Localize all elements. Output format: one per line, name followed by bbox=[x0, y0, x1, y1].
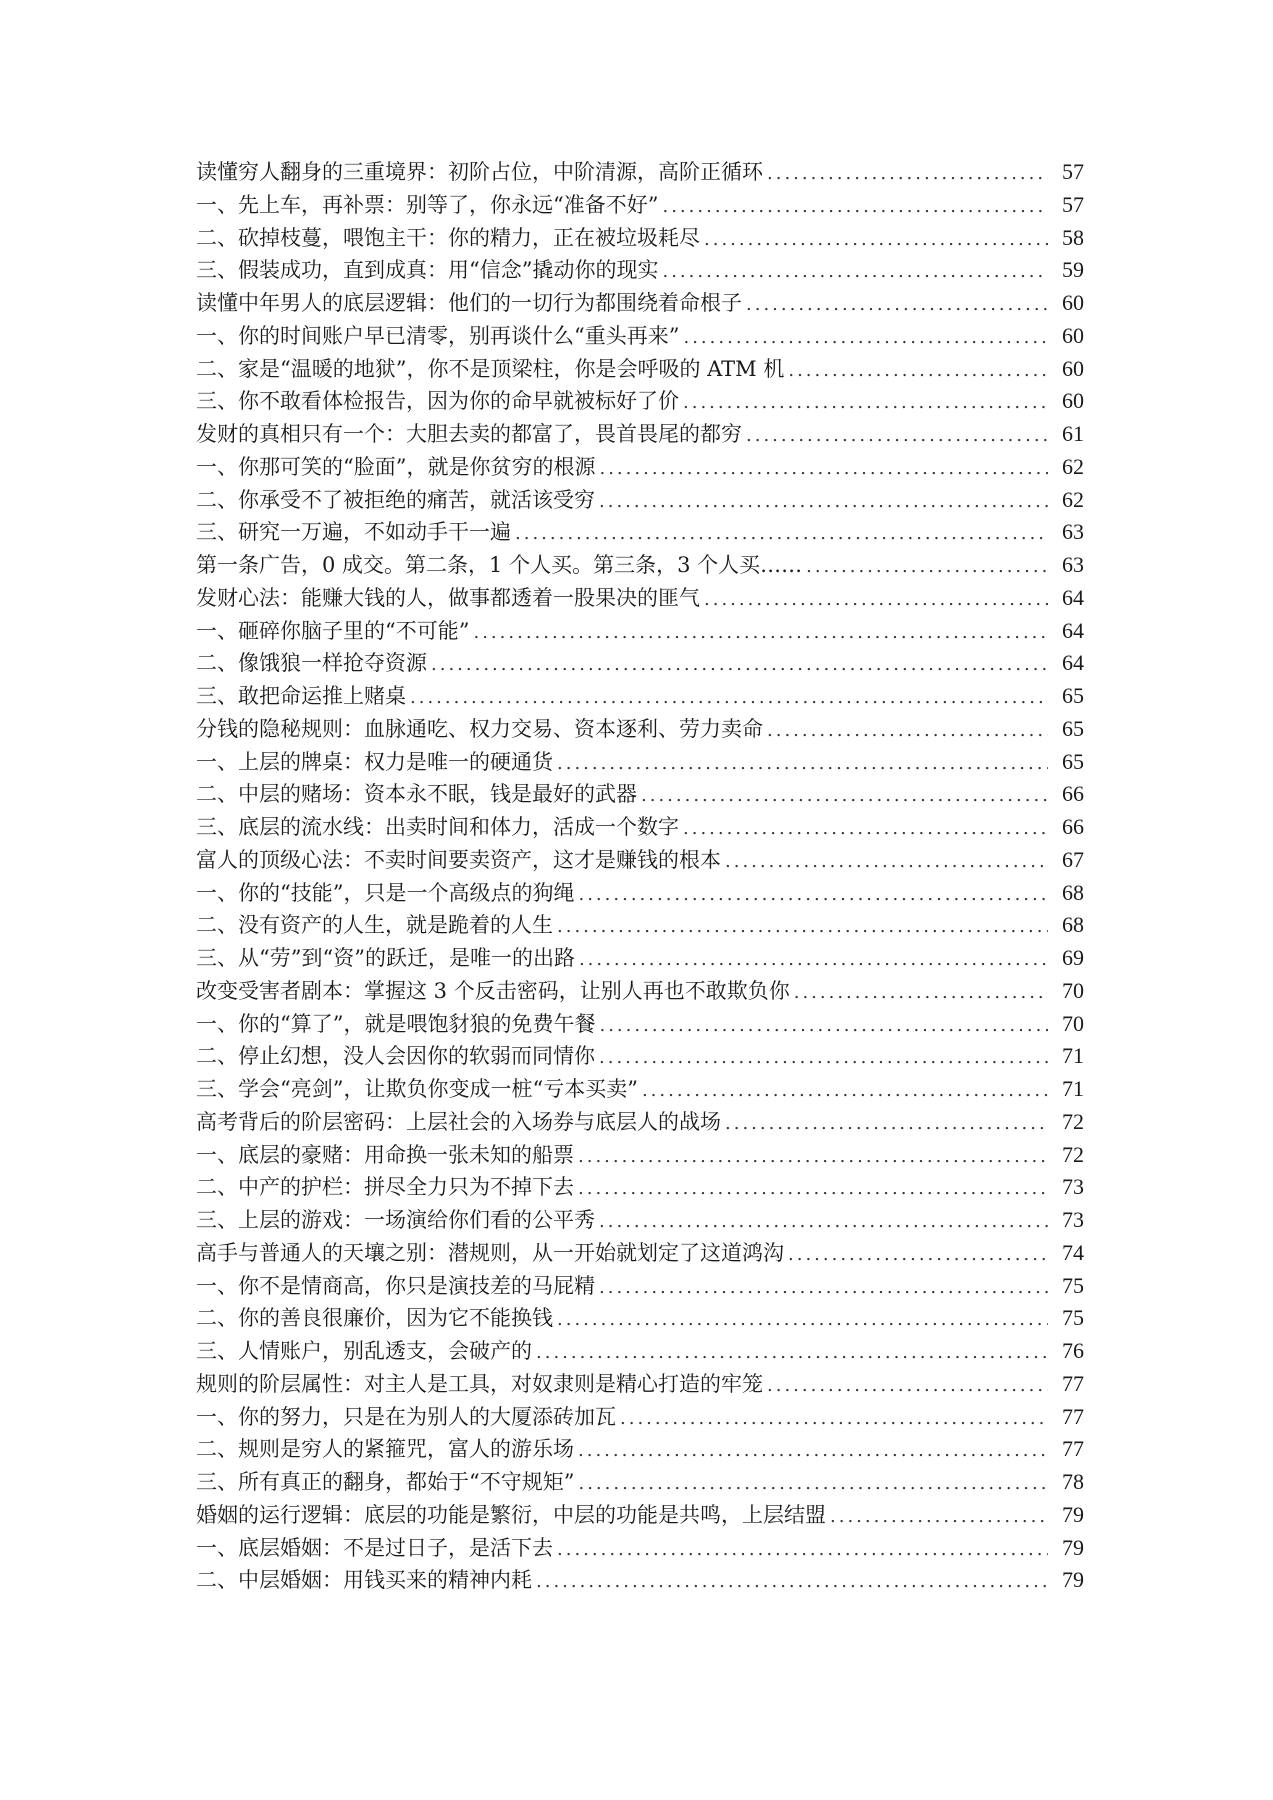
toc-entry-title: 二、规则是穷人的紧箍咒，富人的游乐场 bbox=[196, 1437, 574, 1462]
toc-entry-title: 一、你那可笑的“脸面”，就是你贫穷的根源 bbox=[196, 454, 596, 479]
toc-entry-page-number: 64 bbox=[1062, 650, 1084, 676]
toc-dot-leader bbox=[662, 256, 1048, 289]
toc-entry[interactable] bbox=[196, 746, 1084, 779]
toc-entry-page-number: 66 bbox=[1062, 781, 1084, 807]
toc-entry[interactable] bbox=[196, 1204, 1084, 1237]
toc-entry[interactable] bbox=[196, 942, 1084, 975]
toc-entry-title: 一、你的“算了”，就是喂饱豺狼的免费午餐 bbox=[196, 1011, 596, 1036]
toc-entry-page-number: 63 bbox=[1062, 519, 1084, 545]
toc-entry-page-number: 69 bbox=[1062, 945, 1084, 970]
toc-entry-title: 一、你的努力，只是在为别人的大厦添砖加瓦 bbox=[196, 1404, 616, 1429]
toc-entry-page-number: 67 bbox=[1062, 846, 1084, 872]
toc-entry-title: 一、砸碎你脑子里的“不可能” bbox=[196, 618, 470, 643]
toc-dot-leader bbox=[788, 1239, 1048, 1272]
toc-entry-title: 三、底层的流水线：出卖时间和体力，活成一个数字 bbox=[196, 815, 679, 839]
toc-entry-page-number: 70 bbox=[1062, 977, 1084, 1003]
toc-entry[interactable] bbox=[196, 222, 1084, 255]
toc-dot-leader bbox=[578, 1435, 1048, 1468]
toc-dot-leader bbox=[536, 1337, 1048, 1370]
toc-entry-page-number: 73 bbox=[1062, 1207, 1084, 1232]
toc-entry-title: 三、敢把命运推上赌桌 bbox=[196, 684, 406, 708]
toc-entry-title: 一、你不是情商高，你只是演技差的马屁精 bbox=[196, 1273, 595, 1298]
toc-entry-page-number: 77 bbox=[1062, 1436, 1084, 1462]
toc-entry[interactable] bbox=[196, 156, 1084, 189]
toc-entry-title: 一、你的“技能”，只是一个高级点的狗绳 bbox=[196, 880, 575, 905]
toc-entry-page-number: 79 bbox=[1062, 1534, 1084, 1560]
toc-entry-title: 三、学会“亮剑”，让欺负你变成一桩“亏本买卖” bbox=[196, 1077, 638, 1101]
toc-entry[interactable] bbox=[196, 713, 1084, 746]
toc-entry-title: 发财心法：能赚大钱的人，做事都透着一股果决的匪气 bbox=[196, 585, 700, 610]
toc-entry-title: 二、你承受不了被拒绝的痛苦，就活该受穷 bbox=[196, 487, 595, 512]
toc-entry-title: 读懂中年男人的底层逻辑：他们的一切行为都围绕着命根子 bbox=[196, 291, 742, 315]
toc-dot-leader bbox=[599, 1010, 1048, 1043]
toc-entry[interactable] bbox=[196, 1401, 1084, 1434]
toc-entry[interactable] bbox=[196, 254, 1084, 287]
toc-entry-title: 三、假装成功，直到成真：用“信念”撬动你的现实 bbox=[196, 258, 659, 283]
toc-dot-leader bbox=[746, 420, 1048, 453]
toc-entry-title: 二、中产的护栏：拼尽全力只为不掉下去 bbox=[196, 1175, 574, 1200]
toc-entry-page-number: 65 bbox=[1062, 715, 1084, 741]
toc-entry-page-number: 65 bbox=[1062, 748, 1084, 774]
toc-entry[interactable] bbox=[196, 1433, 1084, 1466]
toc-dot-leader bbox=[557, 1304, 1048, 1337]
toc-entry[interactable] bbox=[196, 385, 1084, 418]
toc-entry-page-number: 60 bbox=[1062, 355, 1084, 381]
toc-dot-leader bbox=[704, 584, 1048, 617]
toc-entry-title: 富人的顶级心法：不卖时间要卖资产，这才是赚钱的根本 bbox=[196, 847, 721, 872]
toc-entry[interactable] bbox=[196, 484, 1084, 517]
toc-entry[interactable] bbox=[196, 647, 1084, 680]
toc-dot-leader bbox=[683, 813, 1048, 846]
toc-entry-title: 高手与普通人的天壤之别：潜规则，从一开始就划定了这道鸿沟 bbox=[196, 1240, 784, 1265]
toc-entry-title: 二、中层的赌场：资本永不眠，钱是最好的武器 bbox=[196, 782, 637, 807]
toc-entry-page-number: 68 bbox=[1062, 912, 1084, 938]
toc-dot-leader bbox=[578, 1173, 1048, 1206]
toc-entry-title: 三、从“劳”到“资”的跃迁，是唯一的出路 bbox=[196, 946, 575, 970]
toc-entry-page-number: 66 bbox=[1062, 814, 1084, 839]
toc-entry-title: 高考背后的阶层密码：上层社会的入场券与底层人的战场 bbox=[196, 1109, 721, 1134]
toc-entry[interactable] bbox=[196, 1368, 1084, 1401]
toc-entry[interactable] bbox=[196, 1040, 1084, 1073]
toc-entry-title: 二、停止幻想，没人会因你的软弱而同情你 bbox=[196, 1044, 595, 1069]
toc-entry-page-number: 59 bbox=[1062, 257, 1084, 283]
table-of-contents bbox=[196, 156, 1084, 1597]
toc-entry[interactable] bbox=[196, 451, 1084, 484]
toc-dot-leader bbox=[642, 1075, 1048, 1108]
toc-entry-page-number: 65 bbox=[1062, 683, 1084, 708]
toc-entry[interactable] bbox=[196, 909, 1084, 942]
toc-entry[interactable] bbox=[196, 680, 1084, 713]
toc-entry[interactable] bbox=[196, 1564, 1084, 1597]
toc-dot-leader bbox=[794, 977, 1048, 1010]
toc-dot-leader bbox=[578, 1141, 1048, 1174]
toc-entry-title: 二、砍掉枝蔓，喂饱主干：你的精力，正在被垃圾耗尽 bbox=[196, 225, 700, 250]
toc-entry[interactable] bbox=[196, 189, 1084, 222]
toc-entry-title: 一、你的时间账户早已清零，别再谈什么“重头再来” bbox=[196, 323, 680, 348]
toc-entry-page-number: 77 bbox=[1062, 1370, 1084, 1396]
toc-dot-leader bbox=[410, 682, 1048, 715]
toc-entry[interactable] bbox=[196, 778, 1084, 811]
toc-entry-title: 二、你的善良很廉价，因为它不能换钱 bbox=[196, 1306, 553, 1331]
toc-entry-page-number: 76 bbox=[1062, 1338, 1084, 1363]
toc-entry-title: 一、底层婚姻：不是过日子，是活下去 bbox=[196, 1535, 553, 1560]
toc-dot-leader bbox=[578, 879, 1048, 912]
toc-dot-leader bbox=[746, 289, 1048, 322]
toc-entry-page-number: 58 bbox=[1062, 224, 1084, 250]
toc-entry-page-number: 77 bbox=[1062, 1403, 1084, 1429]
toc-entry-page-number: 60 bbox=[1062, 388, 1084, 414]
toc-entry-title: 婚姻的运行逻辑：底层的功能是繁衍，中层的功能是共鸣，上层结盟 bbox=[196, 1502, 826, 1527]
toc-entry-page-number: 74 bbox=[1062, 1239, 1084, 1265]
toc-entry-title: 二、家是“温暖的地狱”，你不是顶梁柱，你是会呼吸的 ATM 机 bbox=[196, 356, 785, 381]
toc-entry-title: 第一条广告，0 成交。第二条，1 个人买。第三条，3 个人买…… bbox=[196, 553, 803, 577]
toc-entry-page-number: 57 bbox=[1062, 191, 1084, 217]
toc-dot-leader bbox=[473, 617, 1048, 650]
toc-entry-title: 发财的真相只有一个：大胆去卖的都富了，畏首畏尾的都穷 bbox=[196, 422, 742, 446]
toc-entry[interactable] bbox=[196, 1171, 1084, 1204]
toc-entry[interactable] bbox=[196, 287, 1084, 320]
toc-entry-title: 一、先上车，再补票：别等了，你永远“准备不好” bbox=[196, 192, 659, 217]
toc-entry-page-number: 79 bbox=[1062, 1567, 1084, 1593]
toc-entry[interactable] bbox=[196, 1008, 1084, 1041]
toc-dot-leader bbox=[788, 355, 1048, 388]
toc-entry-title: 一、底层的豪赌：用命换一张未知的船票 bbox=[196, 1142, 574, 1167]
toc-dot-leader bbox=[830, 1501, 1048, 1534]
toc-entry[interactable] bbox=[196, 1139, 1084, 1172]
toc-entry[interactable] bbox=[196, 1499, 1084, 1532]
toc-dot-leader bbox=[662, 191, 1048, 224]
toc-entry-page-number: 68 bbox=[1062, 879, 1084, 905]
toc-entry-page-number: 70 bbox=[1062, 1010, 1084, 1036]
toc-entry-title: 分钱的隐秘规则：血脉通吃、权力交易、资本逐利、劳力卖命 bbox=[196, 716, 763, 741]
toc-entry-title: 一、上层的牌桌：权力是唯一的硬通货 bbox=[196, 749, 553, 774]
toc-entry-title: 改变受害者剧本：掌握这 3 个反击密码，让别人再也不敢欺负你 bbox=[196, 978, 790, 1003]
toc-entry-title: 三、所有真正的翻身，都始于“不守规矩” bbox=[196, 1470, 575, 1494]
toc-dot-leader bbox=[767, 158, 1048, 191]
toc-entry-page-number: 62 bbox=[1062, 486, 1084, 512]
toc-entry-title: 二、中层婚姻：用钱买来的精神内耗 bbox=[196, 1568, 532, 1593]
toc-dot-leader bbox=[579, 944, 1048, 977]
toc-entry[interactable] bbox=[196, 877, 1084, 910]
toc-entry-page-number: 60 bbox=[1062, 290, 1084, 315]
toc-entry[interactable] bbox=[196, 418, 1084, 451]
toc-entry[interactable] bbox=[196, 975, 1084, 1008]
toc-dot-leader bbox=[557, 1534, 1048, 1567]
toc-entry-title: 三、研究一万遍，不如动手干一遍 bbox=[196, 520, 511, 545]
toc-dot-leader bbox=[578, 1468, 1048, 1501]
toc-entry-page-number: 72 bbox=[1062, 1141, 1084, 1167]
toc-entry-page-number: 63 bbox=[1062, 552, 1084, 577]
toc-dot-leader bbox=[599, 1272, 1048, 1305]
toc-entry-page-number: 71 bbox=[1062, 1076, 1084, 1101]
toc-entry[interactable] bbox=[196, 811, 1084, 844]
toc-entry[interactable] bbox=[196, 582, 1084, 615]
toc-entry-title: 三、上层的游戏：一场演给你们看的公平秀 bbox=[196, 1208, 595, 1232]
toc-entry-page-number: 72 bbox=[1062, 1108, 1084, 1134]
toc-entry[interactable] bbox=[196, 1270, 1084, 1303]
toc-entry[interactable] bbox=[196, 1237, 1084, 1270]
toc-dot-leader bbox=[599, 1042, 1048, 1075]
toc-entry-page-number: 75 bbox=[1062, 1305, 1084, 1331]
toc-entry[interactable] bbox=[196, 1532, 1084, 1565]
toc-entry[interactable] bbox=[196, 1073, 1084, 1106]
toc-entry-page-number: 61 bbox=[1062, 421, 1084, 446]
toc-entry[interactable] bbox=[196, 320, 1084, 353]
toc-dot-leader bbox=[641, 780, 1048, 813]
toc-dot-leader bbox=[767, 715, 1048, 748]
toc-dot-leader bbox=[725, 846, 1048, 879]
toc-entry[interactable] bbox=[196, 549, 1084, 582]
toc-entry-page-number: 57 bbox=[1062, 159, 1084, 184]
toc-entry-page-number: 60 bbox=[1062, 322, 1084, 348]
toc-dot-leader bbox=[599, 1206, 1048, 1239]
toc-entry-title: 三、人情账户，别乱透支，会破产的 bbox=[196, 1339, 532, 1363]
toc-entry-page-number: 62 bbox=[1062, 453, 1084, 479]
toc-entry-page-number: 71 bbox=[1062, 1043, 1084, 1069]
toc-dot-leader bbox=[683, 387, 1048, 420]
toc-dot-leader bbox=[704, 224, 1048, 257]
toc-entry-title: 三、你不敢看体检报告，因为你的命早就被标好了价 bbox=[196, 389, 679, 414]
toc-entry-title: 读懂穷人翻身的三重境界：初阶占位，中阶清源，高阶正循环 bbox=[196, 160, 763, 184]
toc-dot-leader bbox=[806, 551, 1048, 584]
toc-dot-leader bbox=[725, 1108, 1048, 1141]
toc-dot-leader bbox=[599, 453, 1048, 486]
toc-entry-page-number: 78 bbox=[1062, 1469, 1084, 1494]
toc-entry[interactable] bbox=[196, 615, 1084, 648]
toc-entry[interactable] bbox=[196, 1106, 1084, 1139]
toc-entry[interactable] bbox=[196, 1302, 1084, 1335]
toc-entry-page-number: 64 bbox=[1062, 584, 1084, 610]
toc-entry-title: 二、没有资产的人生，就是跪着的人生 bbox=[196, 913, 553, 938]
toc-dot-leader bbox=[515, 518, 1048, 551]
toc-entry[interactable] bbox=[196, 1335, 1084, 1368]
toc-entry[interactable] bbox=[196, 1466, 1084, 1499]
toc-entry-title: 二、像饿狼一样抢夺资源 bbox=[196, 651, 427, 676]
toc-entry-title: 规则的阶层属性：对主人是工具，对奴隶则是精心打造的牢笼 bbox=[196, 1371, 763, 1396]
toc-entry-page-number: 73 bbox=[1062, 1174, 1084, 1200]
toc-dot-leader bbox=[557, 748, 1048, 781]
toc-entry-page-number: 75 bbox=[1062, 1272, 1084, 1298]
toc-dot-leader bbox=[557, 911, 1048, 944]
toc-dot-leader bbox=[599, 486, 1048, 519]
toc-dot-leader bbox=[683, 322, 1048, 355]
toc-dot-leader bbox=[431, 649, 1048, 682]
toc-entry[interactable] bbox=[196, 516, 1084, 549]
toc-entry[interactable] bbox=[196, 353, 1084, 386]
toc-dot-leader bbox=[620, 1403, 1048, 1436]
toc-dot-leader bbox=[536, 1566, 1048, 1599]
toc-entry[interactable] bbox=[196, 844, 1084, 877]
toc-entry-page-number: 79 bbox=[1062, 1501, 1084, 1527]
toc-entry-page-number: 64 bbox=[1062, 617, 1084, 643]
toc-dot-leader bbox=[767, 1370, 1048, 1403]
